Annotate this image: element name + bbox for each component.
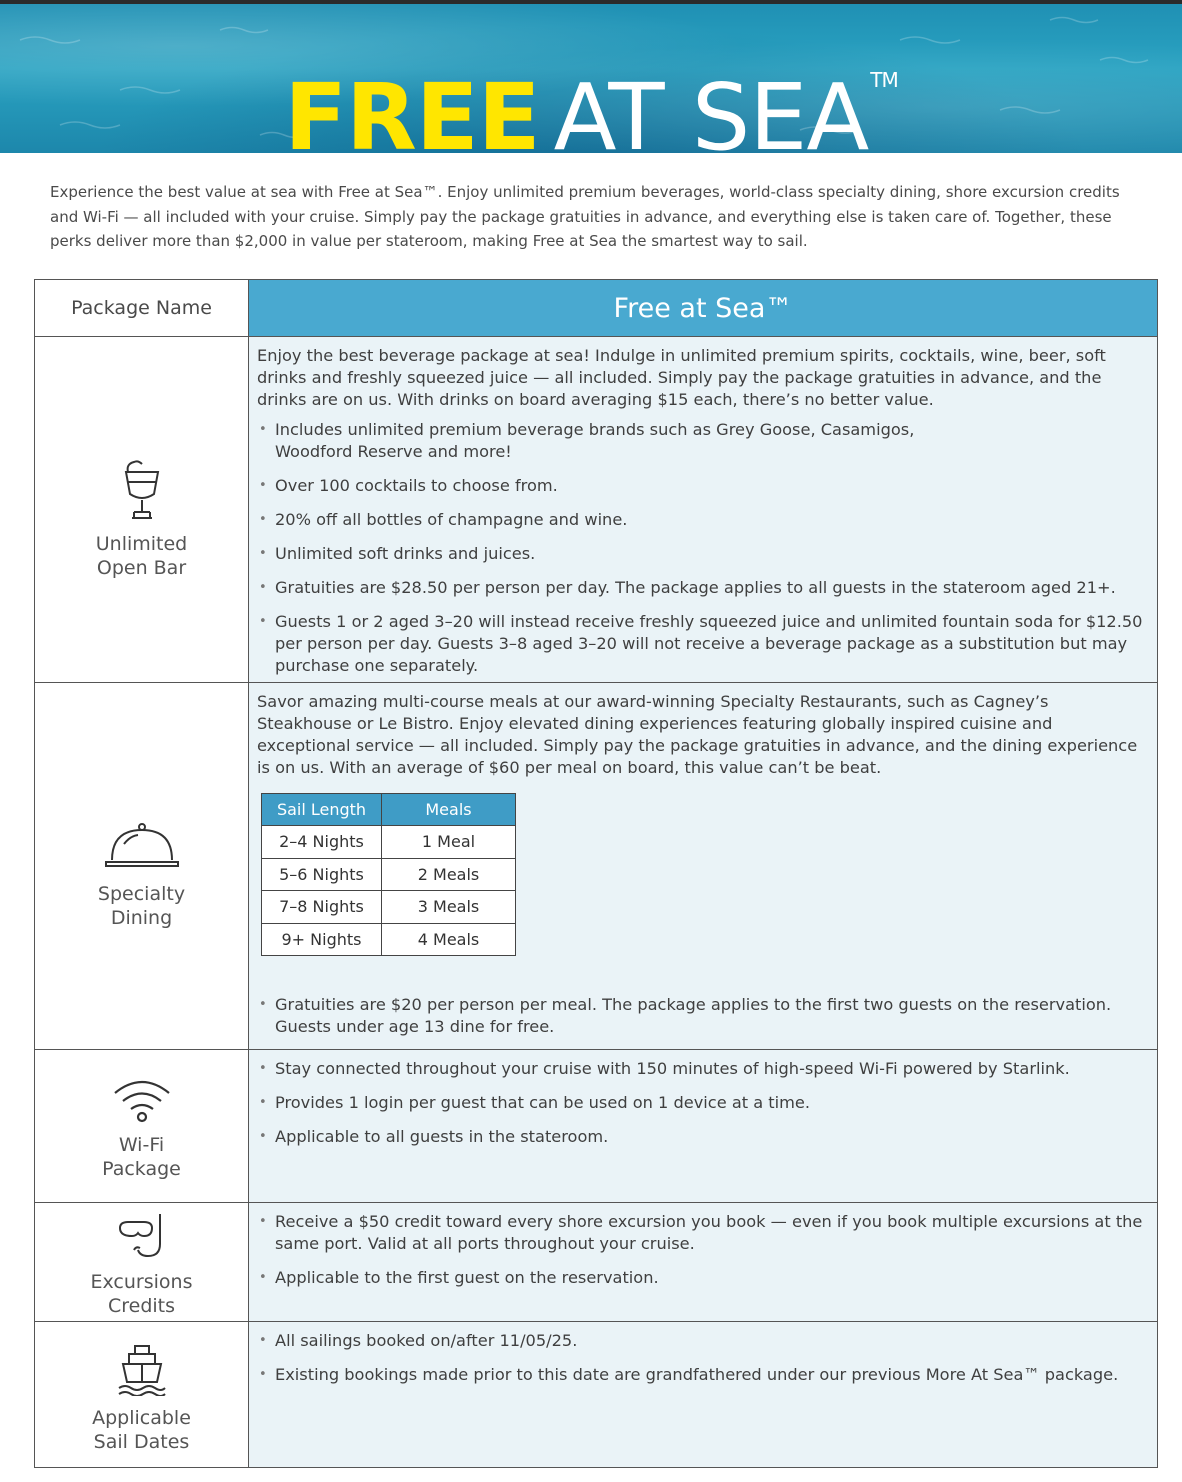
table-row <box>262 858 516 891</box>
row-open-bar <box>35 337 1157 683</box>
header-package-name: Package Name <box>35 280 249 336</box>
list-item: • Existing bookings made prior to this date are grandfathered under our previous More At Sea™ package. <box>257 1364 1147 1386</box>
list-item: • Gratuities are $20 per person per meal. The package applies to the first two guests on the reservation. Guests under age 13 dine for free. <box>257 994 1147 1038</box>
sail-length-cell: 7–8 Nights <box>262 891 382 924</box>
excursions-bullets <box>257 1211 1147 1289</box>
sail-dates-label-line1: Applicable <box>92 1406 191 1429</box>
meals-cell: 2 Meals <box>382 858 516 891</box>
list-item: • Stay connected throughout your cruise with 150 minutes of high-speed Wi-Fi powered by Starlink. <box>257 1058 1147 1080</box>
table-header-row <box>35 280 1157 337</box>
excursions-content <box>249 1203 1157 1321</box>
intro-paragraph: Experience the best value at sea with Free at Sea™. Enjoy unlimited premium beverages, world-class specialty dining, shore excursion credits and Wi-Fi — all included with your cruise. Simply pay the package gratuities in advance, and everything else is taken care of. Together, these perks deliver more than $2,000 in value per stateroom, making Free at Sea the smartest way to sail. <box>50 183 1120 250</box>
sail-dates-label-line2: Sail Dates <box>93 1430 190 1453</box>
list-item: • All sailings booked on/after 11/05/25. <box>257 1330 1147 1352</box>
dining-bullets <box>257 994 1147 1038</box>
list-item: • Applicable to all guests in the stateroom. <box>257 1126 1147 1148</box>
open-bar-label-cell <box>35 337 249 682</box>
dining-description: Savor amazing multi-course meals at our award-winning Specialty Restaurants, such as Cagney’s Steakhouse or Le Bistro. Enjoy elevated dining experiences featuring globally inspired cuisine and exceptional service — all included. Simply pay the package gratuities in advance, and the dining experience is on us. With an average of $60 per meal on board, this value can’t be beat. <box>257 692 1138 777</box>
package-table <box>34 279 1158 1468</box>
excursions-label-line2: Credits <box>107 1295 176 1317</box>
table-row <box>262 891 516 924</box>
dining-label-cell <box>35 683 249 1049</box>
list-item: • Gratuities are $28.50 per person per day. The package applies to all guests in the stateroom aged 21+. <box>257 577 1147 599</box>
wifi-label <box>102 1133 181 1181</box>
wifi-label-line1: Wi-Fi <box>118 1134 165 1156</box>
open-bar-label-line1: Unlimited <box>95 532 188 555</box>
list-item: • Unlimited soft drinks and juices. <box>257 543 1147 565</box>
hero-title <box>0 34 1182 153</box>
meals-cell: 4 Meals <box>382 923 516 956</box>
meals-cell: 1 Meal <box>382 826 516 859</box>
open-bar-label-line2: Open Bar <box>96 556 187 579</box>
dining-content <box>249 683 1157 1049</box>
list-item: • Guests 1 or 2 aged 3–20 will instead receive freshly squeezed juice and unlimited fountain soda for $12.50 per person per day. Guests 3–8 aged 3–20 will not receive a beverage package as a substitution but may purchase one separately. <box>257 611 1147 677</box>
row-excursions <box>35 1203 1157 1322</box>
cruise-ship-icon <box>117 1342 167 1396</box>
sail-dates-bullets <box>257 1330 1147 1386</box>
wifi-content <box>249 1050 1157 1202</box>
meals-table <box>261 793 516 956</box>
row-specialty-dining <box>35 683 1157 1050</box>
excursions-label-cell <box>35 1203 249 1321</box>
serving-cloche-icon <box>104 822 180 872</box>
dining-label-line2: Dining <box>110 907 173 929</box>
row-sail-dates <box>35 1322 1157 1467</box>
open-bar-label <box>96 532 188 580</box>
open-bar-content <box>249 337 1157 682</box>
list-item: • Includes unlimited premium beverage brands such as Grey Goose, Casamigos, Woodford Reserve and more! <box>257 419 947 463</box>
wifi-label-line2: Package <box>102 1158 181 1180</box>
trademark: TM <box>870 68 898 92</box>
sail-dates-label <box>92 1406 191 1454</box>
list-item: • 20% off all bottles of champagne and wine. <box>257 509 1147 531</box>
open-bar-bullets <box>257 419 1147 677</box>
wifi-bullets <box>257 1058 1147 1148</box>
dining-label-line1: Specialty <box>97 883 186 905</box>
sail-dates-label-cell <box>35 1322 249 1467</box>
list-item: • Applicable to the first guest on the reservation. <box>257 1267 1147 1289</box>
dining-label <box>98 882 185 930</box>
row-wifi <box>35 1050 1157 1203</box>
list-item: • Provides 1 login per guest that can be used on 1 device at a time. <box>257 1092 1147 1114</box>
list-item: • Receive a $50 credit toward every shore excursion you book — even if you book multiple excursions at the same port. Valid at all ports throughout your cruise. <box>257 1211 1147 1255</box>
open-bar-description: Enjoy the best beverage package at sea! Indulge in unlimited premium spirits, cocktails, wine, beer, soft drinks and freshly squeezed juice — all included. Simply pay the package gratuities in advance, and the drinks are on us. With drinks on board averaging $15 each, there’s no better value. <box>257 346 1106 409</box>
wifi-icon <box>112 1079 172 1123</box>
table-row <box>262 923 516 956</box>
sail-length-cell: 9+ Nights <box>262 923 382 956</box>
hero-banner <box>0 0 1182 153</box>
sail-length-cell: 5–6 Nights <box>262 858 382 891</box>
table-row <box>262 826 516 859</box>
meals-header-sail-length: Sail Length <box>262 794 382 826</box>
excursions-label-line1: Excursions <box>90 1271 193 1293</box>
hero-title-light: AT SEA <box>553 64 869 153</box>
list-item: • Over 100 cocktails to choose from. <box>257 475 1147 497</box>
sail-length-cell: 2–4 Nights <box>262 826 382 859</box>
cocktail-glass-icon <box>120 460 164 522</box>
snorkel-mask-icon <box>116 1212 168 1260</box>
header-free-at-sea: Free at Sea™ <box>249 280 1157 336</box>
sail-dates-content <box>249 1322 1157 1467</box>
wifi-label-cell <box>35 1050 249 1202</box>
meals-header-meals: Meals <box>382 794 516 826</box>
hero-title-bold: FREE <box>284 64 540 153</box>
meals-cell: 3 Meals <box>382 891 516 924</box>
excursions-label <box>91 1270 193 1318</box>
